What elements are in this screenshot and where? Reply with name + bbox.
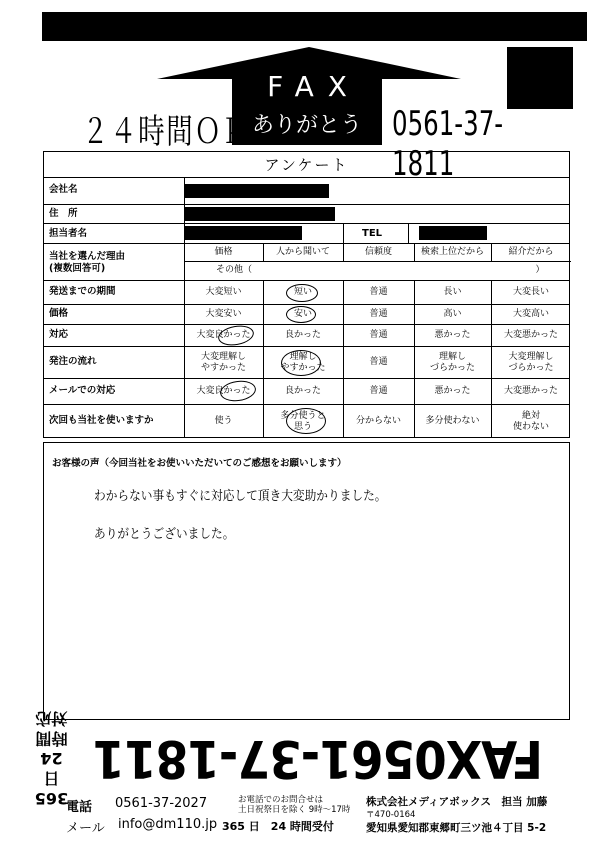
price-label: 価格 xyxy=(49,308,69,319)
next-option[interactable]: 分からない xyxy=(355,416,401,426)
banner-fax-number: FAX0561-37-1811 xyxy=(93,728,544,788)
reason-label: 当社を選んだ理由 (複数回答可) xyxy=(49,251,126,274)
mail-note: 365 日 24 時間受付 xyxy=(222,820,334,833)
price-option[interactable]: 普通 xyxy=(369,309,388,319)
survey-table xyxy=(43,151,570,438)
flow-option[interactable]: 普通 xyxy=(369,357,388,367)
shipping-option[interactable]: 普通 xyxy=(369,287,388,297)
shipping-option[interactable]: 大変短い xyxy=(205,287,242,297)
handwritten-comment-line1: わからない事もすぐに対応して頂き大変助かりました。 xyxy=(94,489,387,504)
col-divider xyxy=(408,223,409,243)
response-option[interactable]: 大変悪かった xyxy=(503,330,558,340)
reason-option[interactable]: 検索上位だから xyxy=(420,247,484,257)
flow-option[interactable]: 大変理解し づらかった xyxy=(508,351,554,373)
mail-label: メールでの対応 xyxy=(49,385,116,396)
next-option[interactable]: 多分使わない xyxy=(425,416,480,426)
response-option[interactable]: 悪かった xyxy=(434,330,471,340)
response-option[interactable]: 普通 xyxy=(369,330,388,340)
selection-circle xyxy=(286,408,326,434)
next-option[interactable]: 多分使うと 思う xyxy=(280,410,326,432)
tel-redaction xyxy=(419,226,487,240)
handwritten-comment-line2: ありがとうございました。 xyxy=(94,527,235,542)
response-option[interactable]: 良かった xyxy=(284,330,321,340)
reason-option[interactable]: 信頼度 xyxy=(364,247,392,257)
fax-number: 0561-37-1811 xyxy=(392,104,504,184)
price-option[interactable]: 高い xyxy=(443,309,462,319)
redaction-top-bar xyxy=(42,12,587,41)
price-option[interactable]: 大変高い xyxy=(512,309,549,319)
row-divider xyxy=(44,223,569,224)
contact-redaction xyxy=(185,226,302,240)
price-option[interactable]: 安い xyxy=(293,309,312,319)
company-label: 会社名 xyxy=(49,184,78,195)
reason-other-close: ） xyxy=(535,265,545,275)
address-redaction xyxy=(185,207,335,221)
tel-label: TEL xyxy=(362,228,383,239)
next-label: 次回も当社を使いますか xyxy=(49,415,154,426)
flow-option[interactable]: 大変理解し やすかった xyxy=(200,351,246,373)
banner-service-box xyxy=(35,708,68,808)
postal-code: 〒470-0164 xyxy=(366,810,416,820)
redaction-top-right xyxy=(507,47,573,109)
phone-note xyxy=(238,795,350,815)
row-divider xyxy=(44,204,569,205)
reason-option[interactable]: 紹介だから xyxy=(508,247,554,257)
customer-voice-label: お客様の声（今回当社をお使いいただいてのご感想をお願いします） xyxy=(52,458,347,469)
reason-option[interactable]: 人から聞いて xyxy=(275,247,330,257)
response-option[interactable]: 大変良かった xyxy=(196,330,251,340)
contact-label: 担当者名 xyxy=(49,228,88,239)
price-option[interactable]: 大変安い xyxy=(205,309,242,319)
flow-option[interactable]: 理解し づらかった xyxy=(429,351,475,373)
selection-circle xyxy=(281,350,321,376)
fax-subtitle: ありがとう xyxy=(251,113,362,138)
mail-label: メール xyxy=(66,821,105,836)
selection-circle xyxy=(286,284,318,302)
shipping-label: 発送までの期間 xyxy=(49,286,116,297)
shipping-option[interactable]: 長い xyxy=(443,287,462,297)
reason-option[interactable]: 価格 xyxy=(214,247,233,257)
selection-circle xyxy=(286,306,316,323)
company-address: 愛知県愛知郡東郷町三ツ池４丁目 5-2 xyxy=(366,822,547,834)
next-option[interactable]: 絶対 使わない xyxy=(512,410,549,432)
phone-label: 電話 xyxy=(66,800,93,815)
banner-box-line3: 対応 xyxy=(35,709,68,728)
flow-option[interactable]: 理解し やすかった xyxy=(280,351,326,373)
phone-number[interactable]: 0561-37-2027 xyxy=(115,796,208,811)
mail-option[interactable]: 悪かった xyxy=(434,386,471,396)
next-option[interactable]: 使う xyxy=(214,416,233,426)
company-redaction xyxy=(185,184,329,198)
col-divider xyxy=(343,223,344,243)
mail-option[interactable]: 大変悪かった xyxy=(503,386,558,396)
phone-note-line1: お電話でのお問合せは xyxy=(238,795,324,805)
mail-address[interactable]: info@dm110.jp xyxy=(118,817,218,832)
mail-option[interactable]: 良かった xyxy=(284,386,321,396)
phone-note-line2: 土日祝祭日を除く 9時〜17時 xyxy=(238,805,351,815)
mail-option[interactable]: 普通 xyxy=(369,386,388,396)
banner-box-line1: 365日 xyxy=(34,769,69,808)
response-label: 対応 xyxy=(49,329,69,340)
banner-box-line2: 24時間 xyxy=(35,729,68,768)
shipping-option[interactable]: 短い xyxy=(293,287,312,297)
mail-option[interactable]: 大変良かった xyxy=(196,386,251,396)
flow-label: 発注の流れ xyxy=(49,356,97,367)
hours-label: ２４時間ＯＫ xyxy=(82,112,251,152)
fax-title: FAX xyxy=(267,70,361,103)
reason-other-label: その他（ xyxy=(215,265,252,275)
customer-voice-box xyxy=(43,442,570,720)
address-label: 住 所 xyxy=(49,208,78,219)
company-name: 株式会社メディアボックス 担当 加藤 xyxy=(366,796,548,808)
survey-title: アンケート xyxy=(44,152,569,178)
shipping-option[interactable]: 大変長い xyxy=(512,287,549,297)
